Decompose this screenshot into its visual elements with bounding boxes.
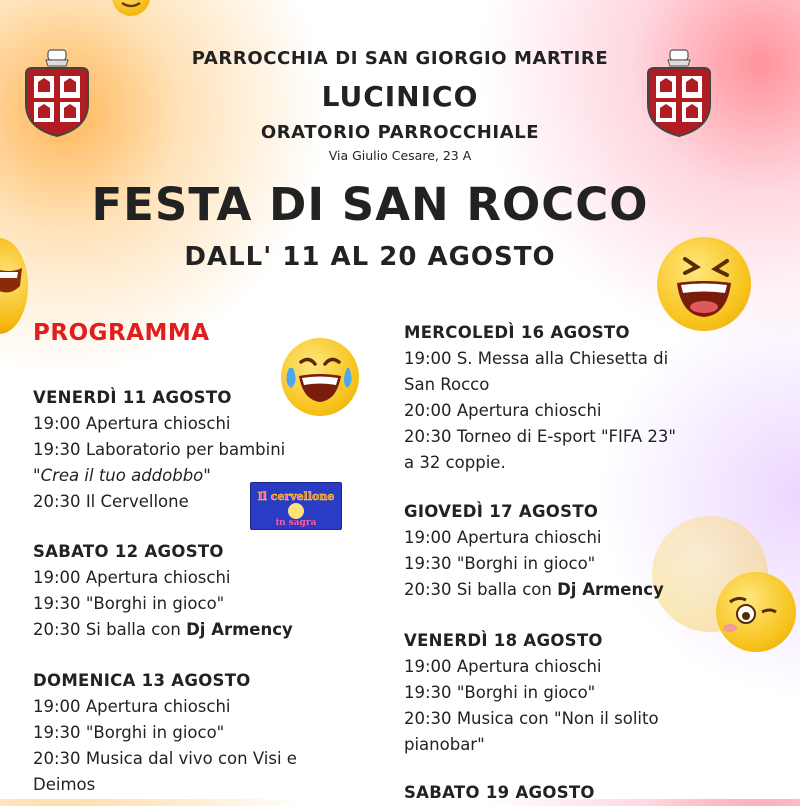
schedule-line	[404, 424, 724, 450]
schedule-line	[33, 565, 353, 591]
activity: S. Messa alla Chiesetta di	[456, 349, 669, 368]
day-block	[33, 668, 353, 798]
day-heading: VENERDÌ 18 AGOSTO	[404, 631, 603, 650]
oratorio-name: ORATORIO PARROCCHIALE	[260, 122, 540, 143]
activity: Apertura chioschi	[85, 697, 231, 716]
time: 19:00	[33, 697, 81, 716]
schedule-line	[404, 346, 724, 372]
schedule-line	[404, 577, 724, 603]
schedule-line	[404, 551, 724, 577]
activity: "Borghi in gioco"	[456, 554, 596, 573]
time: 20:30	[33, 620, 81, 639]
day-heading: VENERDÌ 11 AGOSTO	[33, 388, 232, 407]
schedule-line	[404, 525, 724, 551]
time: 19:30	[33, 723, 81, 742]
programma-heading: PROGRAMMA	[33, 320, 210, 346]
activity: Si balla con	[456, 580, 552, 599]
schedule-line	[404, 450, 724, 476]
day-block	[404, 628, 724, 758]
activity: "Borghi in gioco"	[85, 723, 225, 742]
performer: Dj Armency	[186, 620, 293, 639]
schedule-line	[33, 746, 353, 772]
schedule-line	[33, 617, 353, 643]
day-block	[404, 780, 724, 806]
schedule-line	[404, 732, 724, 758]
time: 20:30	[404, 709, 452, 728]
time: 20:00	[404, 401, 452, 420]
schedule-line	[404, 706, 724, 732]
schedule-line	[33, 591, 353, 617]
emoji-top-icon	[112, 0, 150, 16]
time: 19:00	[404, 657, 452, 676]
activity: Torneo di E-sport "FIFA 23"	[456, 427, 677, 446]
activity: "Crea il tuo addobbo"	[33, 466, 211, 485]
time: 20:30	[404, 427, 452, 446]
schedule-line	[404, 372, 724, 398]
event-title: FESTA DI SAN ROCCO	[91, 178, 649, 231]
activity: Musica dal vivo con Visi e	[85, 749, 297, 768]
cervellone-text-line2: in sagra	[275, 518, 317, 528]
day-block	[33, 539, 353, 643]
time: 20:30	[404, 580, 452, 599]
activity: Laboratorio per bambini	[85, 440, 286, 459]
activity: Si balla con	[85, 620, 181, 639]
activity: Apertura chioschi	[456, 528, 602, 547]
cervellone-logo	[250, 482, 342, 530]
activity: a 32 coppie.	[404, 453, 506, 472]
time: 20:30	[33, 492, 81, 511]
schedule-line	[404, 654, 724, 680]
time: 19:30	[404, 683, 452, 702]
schedule-line	[33, 437, 353, 463]
schedule-line	[33, 694, 353, 720]
activity: Il Cervellone	[85, 492, 189, 511]
day-heading: SABATO 19 AGOSTO	[404, 783, 595, 802]
time: 20:30	[33, 749, 81, 768]
schedule-line	[33, 720, 353, 746]
parish-name: PARROCCHIA DI SAN GIORGIO MARTIRE	[191, 48, 609, 69]
time: 19:00	[404, 349, 452, 368]
activity: Apertura chioschi	[456, 657, 602, 676]
schedule-line	[404, 680, 724, 706]
time: 19:30	[33, 594, 81, 613]
event-dates: DALL' 11 AL 20 AGOSTO	[184, 242, 556, 272]
day-heading: GIOVEDÌ 17 AGOSTO	[404, 502, 599, 521]
day-heading: DOMENICA 13 AGOSTO	[33, 671, 251, 690]
day-block	[404, 499, 724, 603]
day-heading: SABATO 12 AGOSTO	[33, 542, 224, 561]
activity: Deimos	[33, 775, 96, 794]
time: 19:00	[404, 528, 452, 547]
activity: Apertura chioschi	[85, 568, 231, 587]
time: 19:00	[33, 568, 81, 587]
activity: "Borghi in gioco"	[456, 683, 596, 702]
schedule-line	[404, 398, 724, 424]
performer: Dj Armency	[557, 580, 664, 599]
cervellone-text-line1: Il cervellone	[257, 490, 335, 503]
time: 19:30	[404, 554, 452, 573]
schedule-line	[33, 772, 353, 798]
activity: Musica con "Non il solito	[456, 709, 659, 728]
activity: Apertura chioschi	[456, 401, 602, 420]
town-name: LUCINICO	[321, 80, 479, 113]
day-heading: MERCOLEDÌ 16 AGOSTO	[404, 323, 630, 342]
day-block	[404, 320, 724, 476]
time: 19:30	[33, 440, 81, 459]
winking-emoji-icon	[716, 572, 796, 652]
schedule-line	[33, 411, 353, 437]
time: 19:00	[33, 414, 81, 433]
activity: Apertura chioschi	[85, 414, 231, 433]
address: Via Giulio Cesare, 23 A	[328, 148, 472, 163]
activity: San Rocco	[404, 375, 490, 394]
activity: pianobar"	[404, 735, 485, 754]
activity: "Borghi in gioco"	[85, 594, 225, 613]
